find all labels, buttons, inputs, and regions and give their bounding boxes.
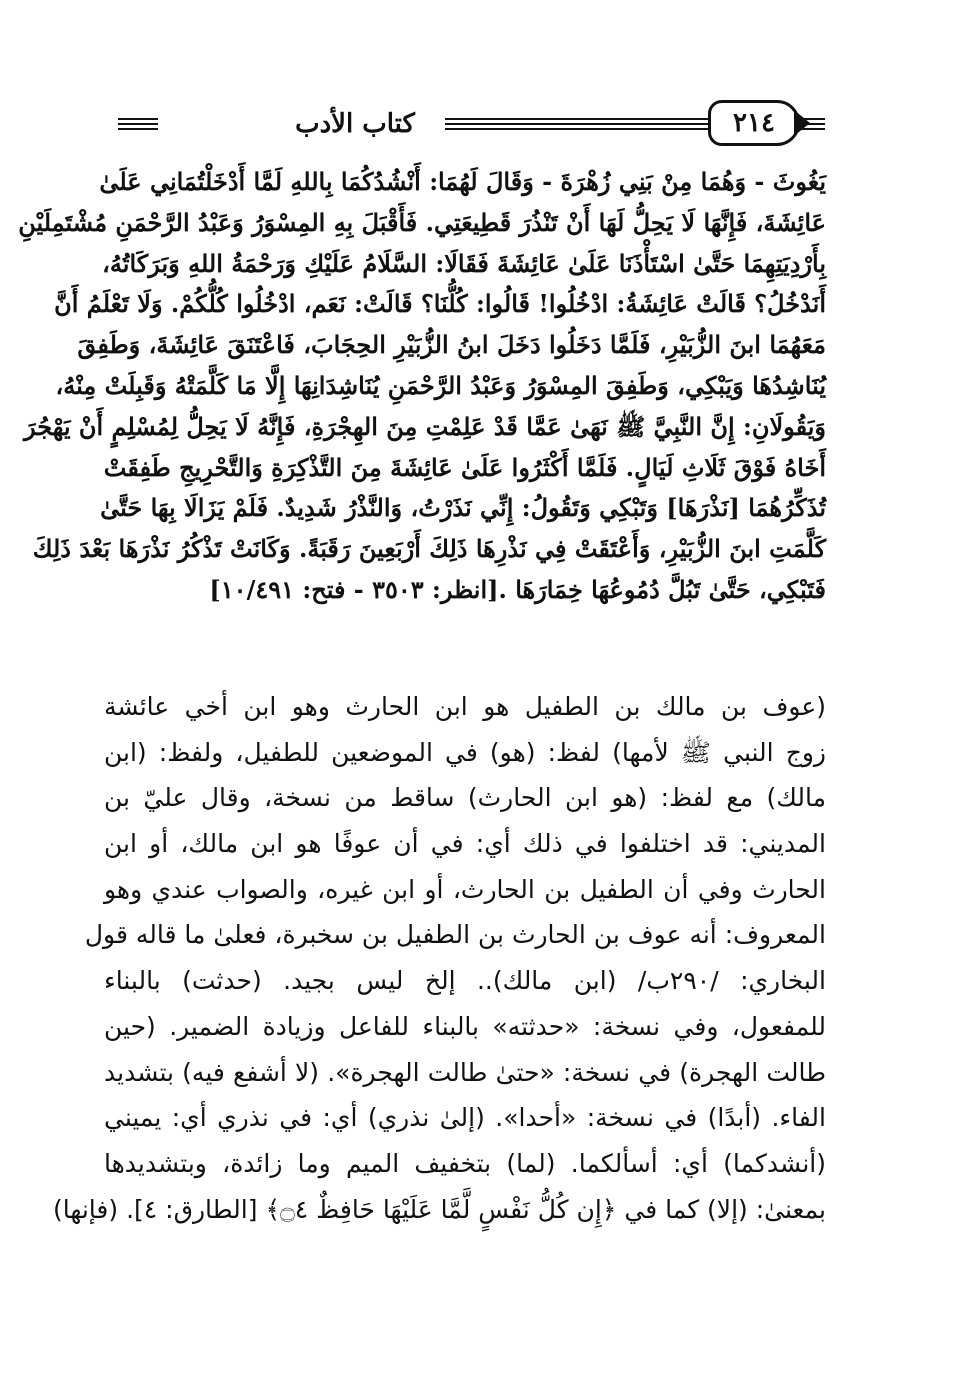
hadith-line: أَنَدْخُلُ؟ قَالَتْ عَائِشَةُ: ادْخُلُوا! قَالُوا: كُلُّنَا؟ قَالَتْ: نَعَم، ادْخُلُوا كُلُّكُمْ. وَلَا تَعْلَمُ أَنَّ [54, 289, 826, 319]
commentary-line: (عوف بن مالك بن الطفيل هو ابن الحارث وهو ابن أخي عائشة [104, 692, 826, 721]
hadith-line: بِأَرْدِيَتِهِمَا حَتَّىٰ اسْتَأْذَنَا عَلَىٰ عَائِشَةَ فَقَالَا: السَّلَامُ عَلَيْكِ وَرَحْمَةُ اللهِ وَبَرَكَاتُهُ، [102, 248, 826, 278]
page-header [110, 100, 825, 150]
page-badge-arrow-icon [794, 110, 810, 136]
commentary-line: (أنشدكما) أي: أسألكما. (لما) بتخفيف الميم وما زائدة، وبتشديدها [104, 1148, 826, 1178]
hadith-line: مَعَهُمَا ابنَ الزُّبَيْرِ، فَلَمَّا دَخَلُوا دَخَلَ ابنُ الزُّبَيْرِ الحِجَابَ، فَاعْتَنَقَ عَائِشَةَ، وَطَفِقَ [77, 330, 826, 360]
header-rule-left [118, 118, 158, 130]
commentary-line: زوج النبي ﷺ لأمها) لفظ: (هو) في الموضعين للطفيل، ولفظ: (ابن [104, 737, 826, 767]
commentary-line: المعروف: أنه عوف بن الحارث بن الطفيل بن سخبرة، فعلىٰ ما قاله قول [84, 920, 826, 950]
hadith-line: عَائِشَةَ، فَإِنَّهَا لَا يَحِلُّ لَهَا أَنْ تَنْذُرَ قَطِيعَتِي. فَأَقْبَلَ بِهِ المِسْوَرُ وَعَبْدُ الرَّحْمَنِ مُشْتَمِلَيْنِ [18, 207, 826, 237]
book-title: كتاب الأدب [295, 109, 415, 139]
commentary-text [52, 684, 826, 1232]
commentary-line: الفاء. (أبدًا) في نسخة: «أحدا». (إلىٰ نذري) أي: في نذري أي: يميني [104, 1103, 826, 1133]
hadith-text [18, 162, 826, 611]
commentary-line: المديني: قد اختلفوا في ذلك أي: في أن عوفًا هو ابن مالك، أو ابن [104, 829, 826, 859]
hadith-line: كَلَّمَتِ ابنَ الزُّبَيْرِ، وَأَعْتَقَتْ فِي نَذْرِهَا ذَلِكَ أَرْبَعِينَ رَقَبَةً. وَكَانَتْ تَذْكُرُ نَذْرَهَا بَعْدَ ذَلِكَ [32, 534, 826, 564]
hadith-line: تُذَكِّرُهُمَا [نَذْرَهَا] وَتَبْكِي وَتَقُولُ: إِنِّي نَذَرْتُ، وَالنَّذْرُ شَدِيدٌ. فَلَمْ يَزَالَا بِهَا حَتَّىٰ [100, 493, 826, 523]
commentary-line: مالك) مع لفظ: (هو ابن الحارث) ساقط من نسخة، وقال عليّ بن [104, 783, 826, 813]
commentary-line: طالت الهجرة) في نسخة: «حتىٰ طالت الهجرة». (لا أشفع فيه) بتشديد [104, 1057, 826, 1087]
hadith-line: أَخَاهُ فَوْقَ ثَلَاثِ لَيَالٍ. فَلَمَّا أَكْثَرُوا عَلَىٰ عَائِشَةَ مِنَ التَّذْكِرَةِ وَالتَّحْرِيجِ طَفِقَتْ [103, 452, 826, 482]
commentary-line: للمفعول، وفي نسخة: «حدثته» بالبناء للفاعل وزيادة الضمير. (حين [104, 1011, 826, 1041]
page-number-badge: ٢١٤ [708, 100, 800, 146]
hadith-line: يُنَاشِدُهَا وَيَبْكِي، وَطَفِقَ المِسْوَرُ وَعَبْدُ الرَّحْمَنِ يُنَاشِدَانِهَا إِلَّا مَا كَلَّمَتْهُ وَقَبِلَتْ مِنْهُ، [55, 370, 826, 400]
hadith-line-reference: فَتَبْكِي، حَتَّىٰ تَبُلَّ دُمُوعُهَا خِمَارَهَا .[انظر: ٣٥٠٣ - فتح: ١٠/٤٩١] [209, 574, 826, 604]
commentary-line: الحارث وفي أن الطفيل بن الحارث، أو ابن غيره، والصواب عندي وهو [104, 874, 826, 904]
hadith-line: يَغُوثَ - وَهُمَا مِنْ بَنِي زُهْرَةَ - وَقَالَ لَهُمَا: أَنْشُدُكُمَا بِاللهِ لَمَّا أَدْخَلْتُمَانِي عَلَىٰ [99, 167, 826, 196]
commentary-line: بمعنىٰ: (إلا) كما في ﴿إِن كُلُّ نَفْسٍ لَّمَّا عَلَيْهَا حَافِظٌ ۝٤﴾ [الطارق: ٤]. (فإنها) [52, 1194, 826, 1224]
commentary-line: البخاري: /٢٩٠ب/ (ابن مالك).. إلخ ليس بجيد. (حدثت) بالبناء [104, 966, 826, 996]
hadith-line: وَيَقُولَانِ: إِنَّ النَّبِيَّ ﷺ نَهَىٰ عَمَّا قَدْ عَلِمْتِ مِنَ الهِجْرَةِ، فَإِنَّهُ لَا يَحِلُّ لِمُسْلِمٍ أَنْ يَهْجُرَ [24, 411, 826, 441]
